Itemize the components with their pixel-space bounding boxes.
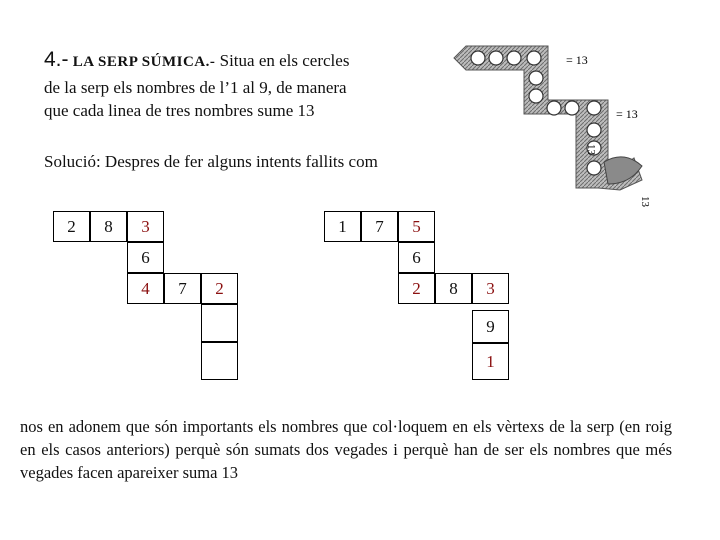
sum-label-left-vertical: 13 [585, 144, 597, 155]
instructions-line-2: de la serp els nombres de l’1 al 9, de manera [44, 78, 347, 97]
problem-number: 4.- [44, 48, 69, 71]
title-rest: Situa en els cercles [215, 51, 350, 70]
example-a-vertex-cell: 3 [127, 211, 164, 242]
example-b-vertex-cell: 5 [398, 211, 435, 242]
problem-title [44, 48, 349, 72]
instructions-line-3: que cada linea de tres nombres sume 13 [44, 101, 315, 120]
example-a-vertex-cell: 2 [201, 273, 238, 304]
example-b-cell: 6 [398, 242, 435, 273]
example-b-cell: 1 [324, 211, 361, 242]
problem-name: LA SERP SÚMICA.- [72, 54, 216, 70]
explanation-paragraph: nos en adonem que són importants els nombres que col·loquem en els vèrtexs de la serp (en roig en els casos anteriors) perquè són sumats dos vegades i perquè han de ser els nombres que més vegades facen apareixer suma 13 [20, 417, 672, 482]
example-a-cell: 8 [90, 211, 127, 242]
example-a-cell: 7 [164, 273, 201, 304]
sum-label-bottom-vertical: 13 [639, 196, 651, 207]
sum-label-top: = 13 [566, 53, 588, 67]
snake-puzzle-illustration [448, 38, 680, 220]
example-b-cell: 7 [361, 211, 398, 242]
solution-intro: Solució: Despres de fer alguns intents fallits com [44, 152, 378, 171]
sum-label-middle: = 13 [616, 107, 638, 121]
example-a-empty-cell [201, 342, 238, 380]
example-a-cell: 6 [127, 242, 164, 273]
example-a-cell: 2 [53, 211, 90, 242]
example-b-cell: 8 [435, 273, 472, 304]
example-b-cell: 9 [472, 310, 509, 343]
example-b-vertex-cell: 3 [472, 273, 509, 304]
example-b-vertex-cell: 1 [472, 343, 509, 380]
example-a-empty-cell [201, 304, 238, 342]
example-b-vertex-cell: 2 [398, 273, 435, 304]
example-a-vertex-cell: 4 [127, 273, 164, 304]
